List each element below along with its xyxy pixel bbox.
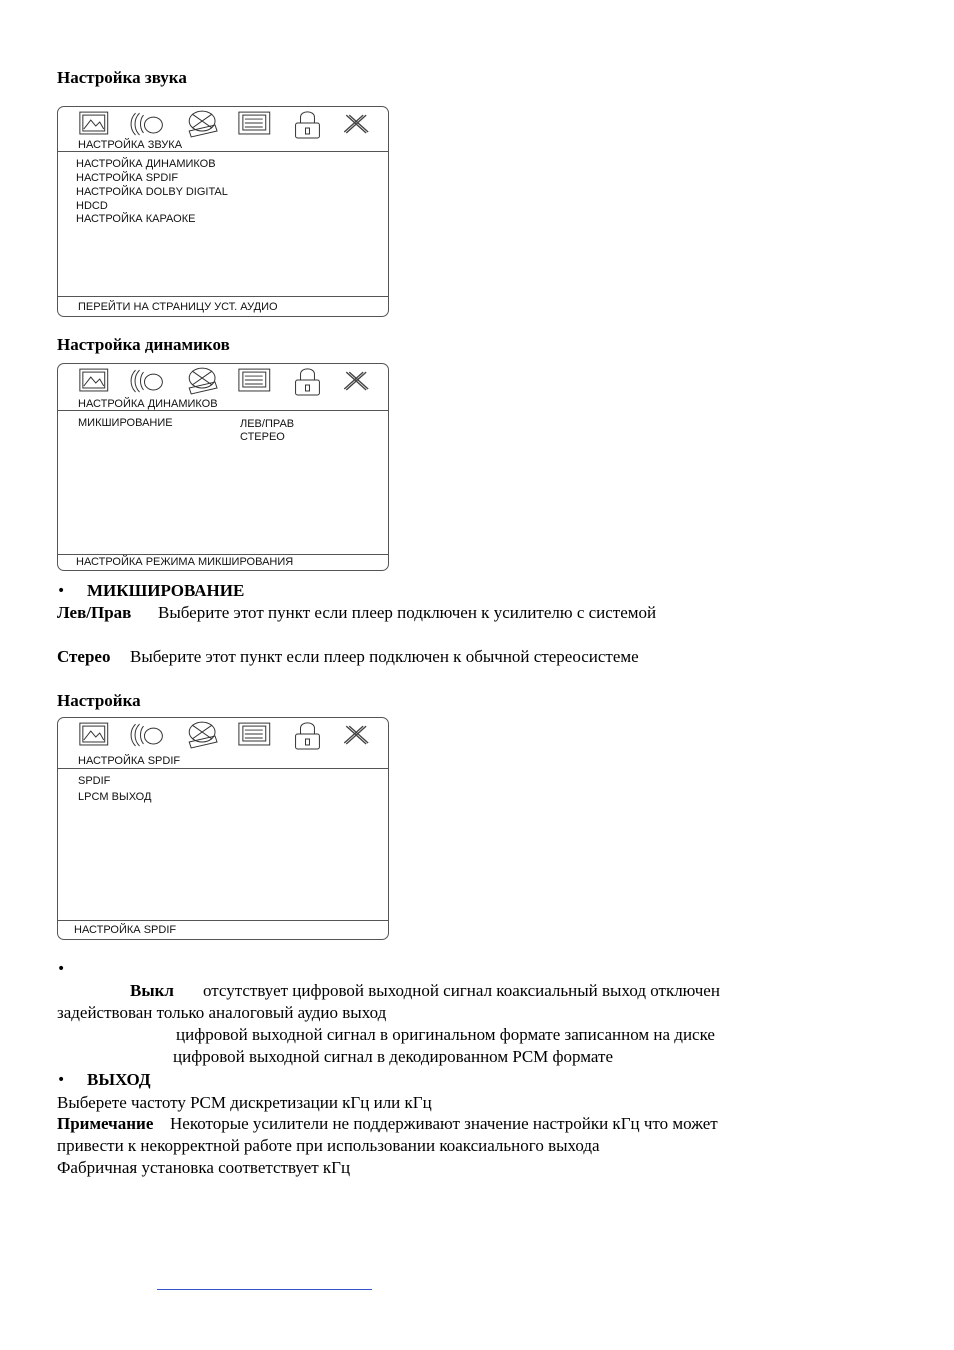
note-description: Некоторые усилители не поддерживают значение настройки кГц что может — [170, 1114, 718, 1133]
lock-icon — [296, 112, 320, 138]
mixing-heading: МИКШИРОВАНИЕ — [87, 581, 245, 600]
note-description-cont: привести к некорректной работе при использовании коаксиального выхода — [57, 1136, 600, 1155]
menu-title: НАСТРОЙКА ДИНАМИКОВ — [78, 398, 218, 410]
lr-term: Лев/Прав — [57, 603, 132, 622]
picture-icon — [80, 369, 108, 391]
menu-footer: НАСТРОЙКА РЕЖИМА МИКШИРОВАНИЯ — [76, 556, 294, 568]
option-left-right[interactable]: ЛЕВ/ПРАВ — [240, 418, 295, 430]
menu-item-karaoke[interactable]: НАСТРОЙКА КАРАОКЕ — [76, 213, 196, 225]
lock-icon — [296, 723, 320, 749]
factory-setting: Фабричная установка соответствует кГц — [57, 1158, 351, 1177]
speaker-setup-menu — [57, 363, 389, 571]
audio-icon — [131, 370, 162, 392]
pcm-description: цифровой выходной сигнал в декодированном PCM формате — [173, 1047, 614, 1066]
menu-footer: НАСТРОЙКА SPDIF — [74, 924, 177, 936]
disc-icon — [189, 368, 217, 394]
display-icon — [239, 112, 270, 134]
close-icon — [344, 372, 368, 390]
close-icon — [344, 115, 368, 133]
raw-description: цифровой выходной сигнал в оригинальном формате записанном на диске — [176, 1025, 715, 1044]
display-icon — [239, 723, 270, 745]
stereo-description: Выберите этот пункт если плеер подключен к обычной стереосистеме — [130, 647, 639, 666]
display-icon — [239, 369, 270, 391]
output-line: Выберете частоту PCM дискретизации кГц или кГц — [57, 1093, 432, 1112]
bullet: • — [57, 961, 66, 977]
output-heading: ВЫХОД — [87, 1070, 151, 1089]
bullet: • — [57, 583, 66, 599]
menu-footer: ПЕРЕЙТИ НА СТРАНИЦУ УСТ. АУДИО — [78, 301, 278, 313]
option-stereo[interactable]: СТЕРЕО — [240, 431, 285, 443]
off-description: отсутствует цифровой выходной сигнал коаксиальный выход отключен — [203, 981, 720, 1000]
disc-icon — [189, 111, 217, 137]
note-term: Примечание — [57, 1114, 154, 1133]
heading-sound-setup: Настройка звука — [57, 68, 187, 87]
bullet: • — [57, 1072, 66, 1088]
lock-icon — [296, 369, 320, 395]
menu-item-lpcm[interactable]: LPCM ВЫХОД — [78, 791, 152, 803]
audio-icon — [131, 113, 162, 135]
menu-item-speakers[interactable]: НАСТРОЙКА ДИНАМИКОВ — [76, 158, 216, 170]
menu-item-spdif[interactable]: SPDIF — [78, 775, 111, 787]
off-term: Выкл — [130, 981, 174, 1000]
lr-description: Выберите этот пункт если плеер подключен к усилителю с системой — [158, 603, 657, 622]
audio-icon — [131, 724, 162, 746]
stereo-term: Стерео — [57, 647, 111, 666]
picture-icon — [80, 723, 108, 745]
menu-item-dolby[interactable]: НАСТРОЙКА DOLBY DIGITAL — [76, 186, 228, 198]
picture-icon — [80, 112, 108, 134]
menu-item-hdcd[interactable]: HDCD — [76, 200, 108, 212]
menu-title: НАСТРОЙКА SPDIF — [78, 755, 181, 767]
heading-setup: Настройка — [57, 691, 141, 710]
close-icon — [344, 726, 368, 744]
spdif-setup-menu — [57, 717, 389, 940]
heading-speaker-setup: Настройка динамиков — [57, 335, 230, 354]
menu-item-mixing[interactable]: МИКШИРОВАНИЕ — [78, 417, 173, 429]
off-description-cont: задействован только аналоговый аудио выход — [57, 1003, 387, 1022]
link-underline[interactable] — [157, 1289, 372, 1290]
sound-setup-menu — [57, 106, 389, 317]
disc-icon — [189, 722, 217, 748]
menu-title: НАСТРОЙКА ЗВУКА — [78, 139, 183, 151]
menu-item-spdif[interactable]: НАСТРОЙКА SPDIF — [76, 172, 179, 184]
